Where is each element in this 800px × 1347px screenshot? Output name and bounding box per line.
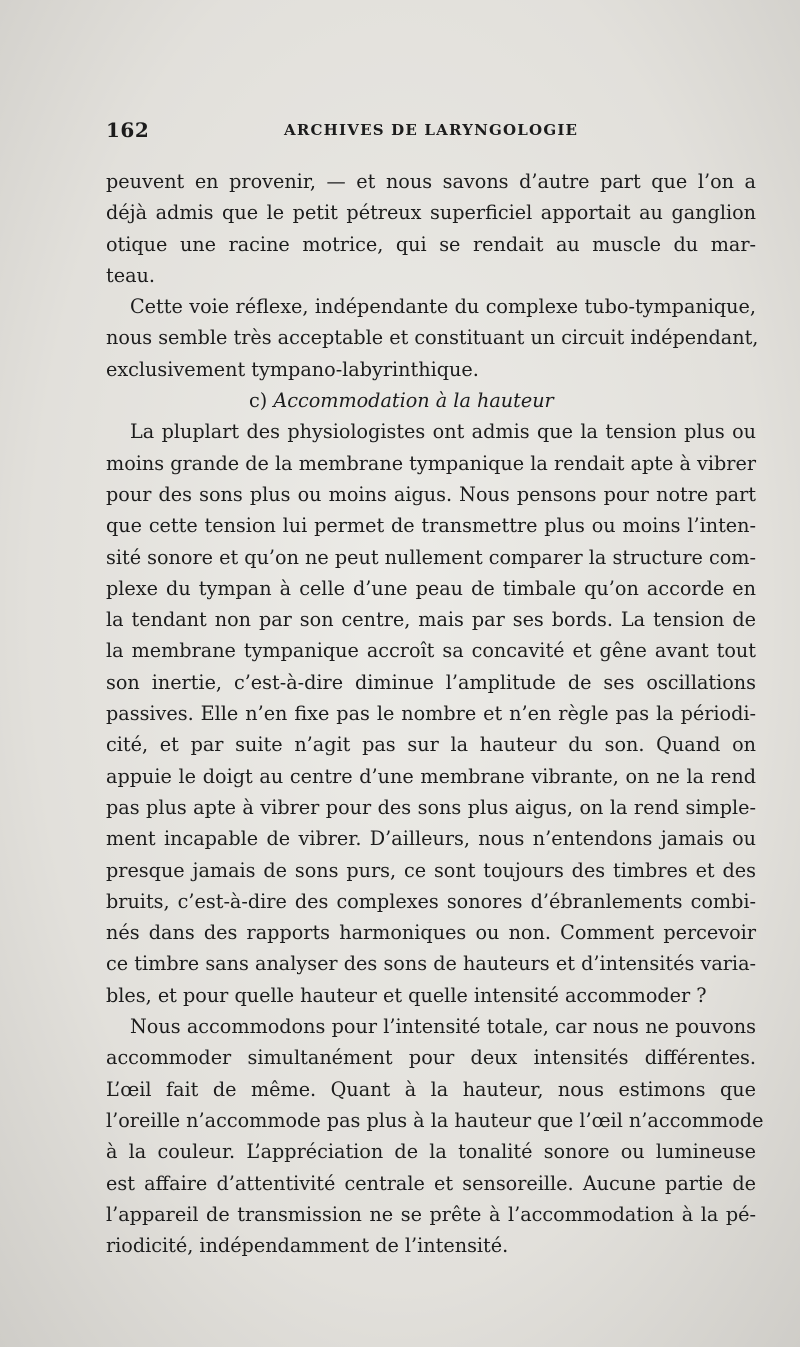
text-line: appuie le doigt au centre d’une membrane vibrante, on ne la rend <box>106 764 756 788</box>
section-subheading <box>106 385 756 416</box>
text-line: cité, et par suite n’agit pas sur la hauteur du son. Quand on <box>106 733 756 757</box>
text-line: teau. <box>106 263 155 287</box>
text-line: sité sonore et qu’on ne peut nullement comparer la structure com- <box>106 545 756 569</box>
page-header <box>106 118 752 144</box>
text-line: Nous accommodons pour l’intensité totale, car nous ne pouvons <box>130 1015 756 1039</box>
text-line: pour des sons plus ou moins aigus. Nous pensons pour notre part <box>106 482 756 506</box>
text-line: l’appareil de transmission ne se prête à l’accommodation à la pé- <box>106 1202 756 1226</box>
text-line: otique une racine motrice, qui se rendait au muscle du mar- <box>106 232 756 256</box>
running-head: ARCHIVES DE LARYNGOLOGIE <box>284 121 579 139</box>
text-line: est affaire d’attentivité centrale et sensoreille. Aucune partie de <box>106 1171 756 1195</box>
text-line: que cette tension lui permet de transmettre plus ou moins l’inten- <box>106 514 756 538</box>
page-number: 162 <box>106 118 150 142</box>
text-line: accommoder simultanément pour deux intensités différentes. <box>106 1046 756 1070</box>
text-line: bruits, c’est-à-dire des complexes sonores d’ébranlements combi- <box>106 889 756 913</box>
text-line: L’œil fait de même. Quant à la hauteur, nous estimons que <box>106 1077 756 1101</box>
text-line: ce timbre sans analyser des sons de hauteurs et d’intensités varia- <box>106 952 756 976</box>
text-line: l’oreille n’accommode pas plus à la hauteur que l’œil n’accommode <box>106 1108 764 1132</box>
text-line: pas plus apte à vibrer pour des sons plus aigus, on la rend simple- <box>106 795 756 819</box>
subheading-prefix: c) <box>249 389 268 413</box>
text-line: moins grande de la membrane tympanique la rendait apte à vibrer <box>106 451 756 475</box>
text-line: son inertie, c’est-à-dire diminue l’amplitude de ses oscillations <box>106 670 756 694</box>
paragraph <box>106 1011 764 1261</box>
paragraph <box>106 416 756 1011</box>
text-line: la membrane tympanique accroît sa concavité et gêne avant tout <box>106 639 756 663</box>
text-line: déjà admis que le petit pétreux superficiel apportait au ganglion <box>106 201 756 225</box>
text-line: nés dans des rapports harmoniques ou non. Comment percevoir <box>106 921 756 945</box>
text-line: la tendant non par son centre, mais par ses bords. La tension de <box>106 608 756 632</box>
body-text <box>106 166 764 1261</box>
text-line: bles, et pour quelle hauteur et quelle intensité accommoder ? <box>106 983 707 1007</box>
text-line: plexe du tympan à celle d’une peau de timbale qu’on accorde en <box>106 576 756 600</box>
text-line: riodicité, indépendamment de l’intensité. <box>106 1234 509 1258</box>
text-line: Cette voie réflexe, indépendante du complexe tubo-tympanique, <box>130 295 756 319</box>
text-line: presque jamais de sons purs, ce sont toujours des timbres et des <box>106 858 756 882</box>
text-line: ment incapable de vibrer. D’ailleurs, nous n’entendons jamais ou <box>106 827 756 851</box>
paragraph <box>106 166 756 291</box>
text-line: à la couleur. L’appréciation de la tonalité sonore ou lumineuse <box>106 1140 756 1164</box>
text-line: La pluplart des physiologistes ont admis que la tension plus ou <box>130 420 756 444</box>
text-line: passives. Elle n’en fixe pas le nombre et n’en règle pas la périodi- <box>106 702 756 726</box>
paragraph <box>106 291 759 385</box>
text-line: nous semble très acceptable et constituant un circuit indépendant, <box>106 326 759 350</box>
text-line: peuvent en provenir, — et nous savons d’autre part que l’on a <box>106 170 756 193</box>
subheading-title: Accommodation à la hauteur <box>273 389 554 413</box>
text-line: exclusivement tympano-labyrinthique. <box>106 357 479 381</box>
